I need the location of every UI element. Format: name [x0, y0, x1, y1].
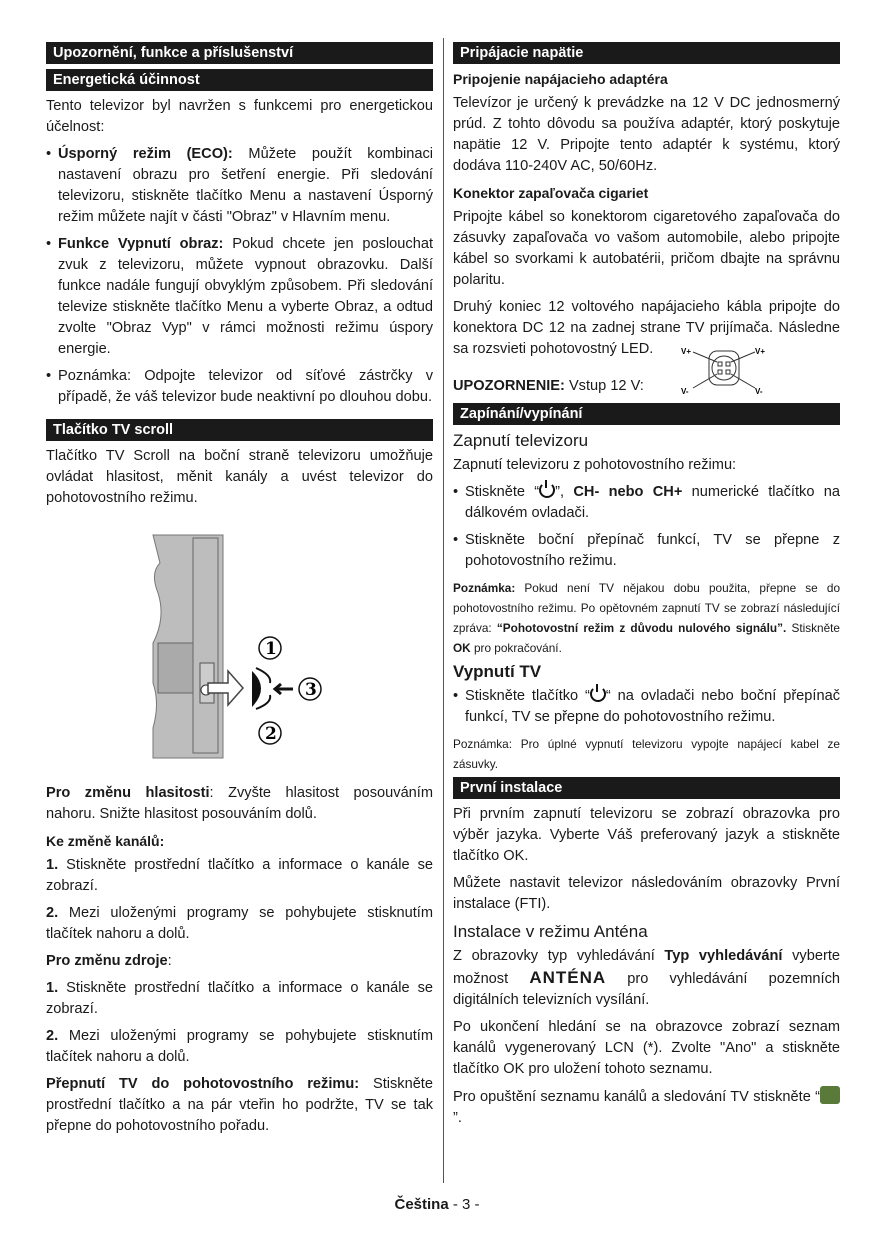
text-segment: : Zvyšte hlasitost posouváním nahoru. Snižte hlasitost posouváním dolů.	[46, 785, 434, 822]
heading: Vypnutí TV	[453, 662, 542, 681]
section-header: Zapínání/vypínání	[453, 403, 840, 425]
power-icon	[539, 482, 555, 498]
bullet-item	[46, 144, 433, 228]
subheading: Pripojenie napájacieho adaptéra	[453, 71, 668, 87]
bold-text: Typ vyhledávání	[664, 948, 783, 964]
footer-language: Čeština	[394, 1196, 449, 1213]
text-segment: Stiskněte	[786, 621, 840, 635]
heading: Zapnutí televizoru	[453, 431, 589, 450]
text-segment: Mezi uloženými programy se pohybujete stisknutím tlačítek nahoru a dolů.	[46, 1028, 433, 1065]
heading: Instalace v režimu Anténa	[453, 922, 648, 941]
text-segment: Stiskněte “	[465, 484, 540, 500]
section-header: Tlačítko TV scroll	[46, 419, 433, 441]
paragraph	[46, 855, 433, 897]
section-header: Energetická účinnost	[46, 69, 433, 91]
paragraph	[46, 951, 433, 972]
bold-text: Úsporný režim (ECO):	[58, 146, 233, 162]
bullet-item	[453, 530, 840, 572]
bullet-item	[453, 686, 840, 728]
text-segment: Můžete použít kombinaci nastavení obrazu pro šetření energie. Při sledování televizoru, stiskněte tlačítko Menu a nastavení Úsporný režim můžete najít v části "Obraz" v Hlavním menu.	[58, 146, 433, 225]
subheading: Ke změně kanálů:	[46, 833, 165, 849]
text-segment: vyberte možnost	[453, 948, 840, 987]
text-segment: Zapnutí televizoru z pohotovostního režimu:	[453, 457, 737, 473]
paragraph	[46, 1074, 433, 1137]
bold-text: CH- nebo CH+	[573, 484, 683, 500]
bold-text: “Pohotovostní režim z důvodu nulového signálu”.	[496, 621, 787, 635]
scroll-button-icon	[252, 671, 261, 707]
paragraph	[46, 1026, 433, 1068]
note	[453, 734, 840, 774]
bold-text: Poznámka:	[453, 581, 516, 595]
text-segment: Z obrazovky typ vyhledávání	[453, 948, 665, 964]
text-segment: :	[167, 953, 172, 969]
pin-label: V+	[681, 347, 692, 356]
text-segment: Pripojte kábel so konektorom cigaretového zapaľovača do zásuvky zapaľovača vo vašom automobile, alebo pripojte kábel so svorkami k autobatérii, pričom dbajte na správnu polaritu.	[453, 209, 840, 288]
column-divider	[443, 38, 444, 1183]
bold-text: Funkce Vypnutí obraz:	[58, 236, 224, 252]
subheading: Konektor zapaľovača cigariet	[453, 185, 649, 201]
paragraph	[453, 93, 840, 177]
paragraph	[453, 946, 840, 1011]
text-segment: ”,	[555, 484, 574, 500]
text-segment: Mezi uloženými programy se pohybujete stisknutím tlačítek nahoru a dolů.	[46, 905, 433, 942]
paragraph	[46, 978, 433, 1020]
text-segment: Vstup 12 V:	[564, 378, 644, 394]
bullet-item	[46, 234, 433, 360]
tv-scroll-figure	[148, 523, 433, 763]
paragraph	[453, 1086, 840, 1129]
figure-label-1: 1	[265, 639, 277, 659]
bold-text: Pro změnu hlasitosti	[46, 785, 210, 801]
bold-text: UPOZORNENIE:	[453, 378, 565, 394]
page-footer	[0, 1196, 874, 1213]
power-icon	[590, 686, 606, 702]
bold-text: 2.	[46, 1028, 59, 1044]
bold-text: 1.	[46, 980, 59, 996]
text-segment: Poznámka: Pro úplné vypnutí televizoru vypojte napájecí kabel ze zásuvky.	[453, 737, 840, 771]
text-segment: Poznámka: Odpojte televizor od síťové zástrčky v případě, že váš televizor bude neaktivní po dlouhou dobu.	[58, 368, 433, 405]
section-header: Pripájacie napätie	[453, 42, 840, 64]
bold-text: 1.	[46, 857, 59, 873]
text-segment: Stiskněte prostřední tlačítko a informace o kanále se zobrazí.	[46, 980, 433, 1017]
right-column	[453, 42, 840, 1135]
bold-text: 2.	[46, 905, 59, 921]
pin-label: V-	[755, 387, 763, 396]
paragraph	[453, 873, 840, 915]
bold-text: ANTÉNA	[529, 968, 607, 987]
paragraph	[453, 804, 840, 867]
bold-text: OK	[453, 641, 471, 655]
figure-label-2: 2	[265, 724, 277, 744]
home-icon	[820, 1086, 840, 1104]
text-segment: Pokud není TV nějakou dobu použita, přepne se do pohotovostního režimu. Po opětovném zapnutí TV se zobrazí následující zpráva:	[453, 581, 840, 635]
note	[453, 578, 840, 658]
text-segment: Pokud chcete jen poslouchat zvuk z televizoru, můžete vypnout obrazovku. Další funkce nadále fungují obvyklým způsobem. Při sledování televize stiskněte tlačítko Menu a vyberte Obraz, a odtud zvolte "Obraz Vyp" v rámci možnosti režimu úspory energie.	[58, 236, 433, 357]
paragraph	[46, 783, 433, 825]
page-number: - 3 -	[452, 1196, 480, 1213]
text-segment: Stiskněte tlačítko “	[465, 688, 590, 704]
pin-label: V-	[681, 387, 689, 396]
paragraph	[46, 903, 433, 945]
figure-label-3: 3	[305, 680, 317, 700]
text-segment: Televízor je určený k prevádzke na 12 V DC jednosmerný prúd. Z tohto dôvodu sa používa adaptér, ktorý poskytuje napätie 12 V. Pripojte tento adaptér k systému, ktorý dodáva 110-240V AC, 50/60Hz.	[453, 95, 840, 174]
section-header: Upozornění, funkce a příslušenství	[46, 42, 433, 64]
text-segment: Tlačítko TV Scroll na boční straně televizoru umožňuje ovládat hlasitost, měnit kanály a uvést televizor do pohotovostního režimu.	[46, 448, 433, 506]
text-segment: ”.	[453, 1110, 462, 1126]
warning-text	[453, 378, 644, 394]
text-segment: Po ukončení hledání se na obrazovce zobrazí seznam kanálů vygenerovaný LCN (*). Zvolte "Ano" a stiskněte tlačítko OK pro uložení tohoto seznamu.	[453, 1019, 840, 1077]
paragraph	[453, 455, 840, 476]
text-segment: Pro opuštění seznamu kanálů a sledování TV stiskněte “	[453, 1089, 820, 1105]
text-segment: Při prvním zapnutí televizoru se zobrazí obrazovka pro výběr jazyka. Vyberte Váš preferovaný jazyk a stiskněte tlačítko OK.	[453, 806, 840, 864]
bullet-item	[46, 366, 433, 408]
bullet-item	[453, 482, 840, 524]
text-segment: numerické tlačítko na dálkovém ovladači.	[465, 484, 840, 521]
text-segment: Tento televizor byl navržen s funkcemi pro energetickou účelnost:	[46, 98, 433, 135]
paragraph	[46, 446, 433, 509]
left-column	[46, 42, 433, 1143]
bold-text: Pro změnu zdroje	[46, 953, 168, 969]
paragraph	[453, 1017, 840, 1080]
dc-connector-icon	[679, 346, 769, 396]
section-header: První instalace	[453, 777, 840, 799]
paragraph	[453, 297, 840, 360]
paragraph	[453, 207, 840, 291]
text-segment: Stiskněte prostřední tlačítko a na pár vteřin ho podržte, TV se tak přepne do pohotovostního pořadu.	[46, 1076, 433, 1134]
text-segment: Stiskněte prostřední tlačítko a informace o kanále se zobrazí.	[46, 857, 433, 894]
text-segment: Můžete nastavit televizor následováním obrazovky První instalace (FTI).	[453, 875, 840, 912]
text-segment: Stiskněte boční přepínač funkcí, TV se přepne z pohotovostního režimu.	[465, 532, 840, 569]
text-segment: pro pokračování.	[470, 641, 562, 655]
pin-label: V+	[755, 347, 766, 356]
bold-text: Přepnutí TV do pohotovostního režimu:	[46, 1076, 360, 1092]
paragraph	[46, 96, 433, 138]
text-segment: pro vyhledávání pozemních digitálních televizních vysílání.	[453, 971, 840, 1008]
text-segment: “ na ovladači nebo boční přepínač funkcí, TV se přepne do pohotovostního režimu.	[465, 688, 840, 725]
warning-input	[453, 347, 840, 397]
tv-side-illustration	[153, 535, 223, 758]
text-segment: Druhý koniec 12 voltového napájacieho kábla pripojte do konektora DC 12 na zadnej strane TV prijímača. Následne sa rozsvieti pohotovostný LED.	[453, 299, 840, 357]
